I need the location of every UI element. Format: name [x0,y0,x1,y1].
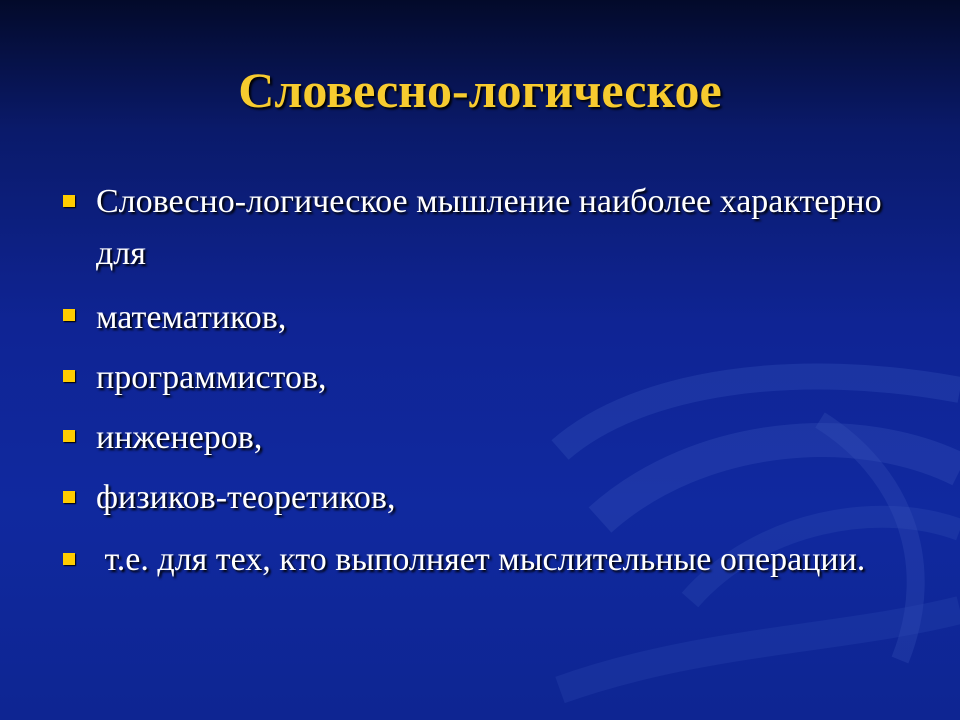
bullet-square-icon [63,553,75,565]
bullet-item-3: программистов, [96,359,327,396]
bullet-item-6: т.е. для тех, кто выполняет мыслительные операции. [96,541,866,578]
bullet-square-icon [63,491,75,503]
bullet-item-2: математиков, [96,299,287,336]
bullet-square-icon [63,430,75,442]
bullet-item-4: инженеров, [96,419,263,456]
bullet-square-icon [63,309,75,321]
slide-title: Словесно-логическое [238,62,722,118]
bullet-square-icon [63,195,75,207]
bullet-item-5: физиков-теоретиков, [96,479,396,516]
bullet-square-icon [63,370,75,382]
bullet-item-1: Словесно-логическое мышление наиболее характерно для [96,183,891,272]
